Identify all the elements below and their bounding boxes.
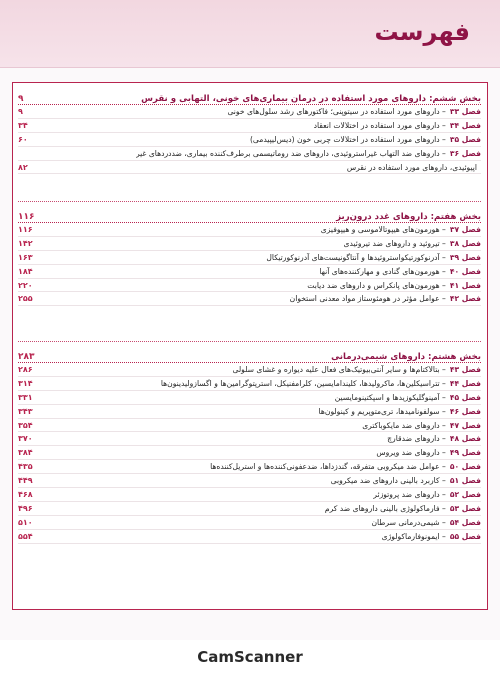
toc-row bbox=[18, 502, 481, 516]
chapter-number: فصل ۴۶ bbox=[449, 406, 481, 416]
chapter-number: فصل ۴۵ bbox=[449, 392, 481, 402]
chapter-title: – هورمون‌های هیپوتالاموسی و هیپوفیزی bbox=[320, 224, 446, 234]
chapter-title: – داروهای ضدقارچ bbox=[387, 434, 446, 444]
camscanner-watermark: CamScanner bbox=[197, 648, 303, 666]
section-page: ۹ bbox=[18, 94, 24, 104]
chapter-page: ۱۶۳ bbox=[18, 252, 33, 262]
toc-row bbox=[18, 292, 481, 306]
chapter-page: ۱۱۶ bbox=[18, 224, 33, 234]
section-heading bbox=[18, 89, 481, 105]
chapter-title: – آمینوگلیکوزیدها و اسپکتینومایسین bbox=[334, 392, 446, 402]
chapter-number: فصل ۴۲ bbox=[449, 294, 481, 304]
chapter-title: – داروهای ضد التهاب غیراستروئیدی، داروهای ضد روماتیسمی برطرف‌کننده بیماری، ضددردهای غیر bbox=[135, 148, 446, 158]
chapter-number: فصل ۵۳ bbox=[449, 503, 481, 513]
chapter-title: – داروهای مورد استفاده در اختلالات انعقاد bbox=[313, 120, 446, 130]
toc-row bbox=[18, 530, 481, 544]
chapter-title: اپیوئیدی، داروهای مورد استفاده در نقرس bbox=[346, 162, 477, 172]
chapter-number: فصل ۵۱ bbox=[449, 476, 481, 486]
chapter-number: فصل ۳۹ bbox=[449, 252, 481, 262]
chapter-page: ۳۴۳ bbox=[18, 406, 33, 416]
toc-row bbox=[18, 363, 481, 377]
chapter-title: – هورمون‌های گنادی و مهارکننده‌های آنها bbox=[319, 266, 446, 276]
toc-row bbox=[18, 105, 481, 119]
chapter-number: فصل ۳۴ bbox=[449, 120, 481, 130]
chapter-page: ۹ bbox=[18, 106, 23, 116]
toc-row bbox=[18, 147, 481, 161]
chapter-number: فصل ۵۴ bbox=[449, 517, 481, 527]
chapter-page: ۲۵۵ bbox=[18, 294, 33, 304]
chapter-number: فصل ۴۱ bbox=[449, 280, 481, 290]
chapter-number: فصل ۵۲ bbox=[449, 489, 481, 499]
chapter-number: فصل ۴۷ bbox=[449, 420, 481, 430]
toc-row bbox=[18, 265, 481, 279]
chapter-page: ۵۵۴ bbox=[18, 531, 33, 541]
chapter-number: فصل ۳۳ bbox=[449, 106, 481, 116]
toc-row bbox=[18, 488, 481, 502]
chapter-page: ۴۶۸ bbox=[18, 489, 33, 499]
chapter-title: – کاربرد بالینی داروهای ضد میکروبی bbox=[330, 476, 446, 486]
toc-frame bbox=[12, 82, 488, 610]
chapter-page: ۳۴ bbox=[18, 120, 28, 130]
chapter-page: ۵۱۰ bbox=[18, 517, 33, 527]
toc-row bbox=[18, 419, 481, 433]
toc-row bbox=[18, 446, 481, 460]
toc-section-7 bbox=[13, 207, 486, 306]
toc-row bbox=[18, 237, 481, 251]
toc-row bbox=[18, 391, 481, 405]
section-heading bbox=[18, 347, 481, 363]
section-title: بخش ششم: داروهای مورد استفاده در درمان بیماری‌های خونی، التهابی و نقرس bbox=[141, 94, 481, 104]
toc-section-6 bbox=[13, 89, 486, 174]
toc-section-8 bbox=[13, 347, 486, 544]
chapter-title: – شیمی‌درمانی سرطان bbox=[371, 517, 446, 527]
chapter-page: ۱۸۴ bbox=[18, 266, 33, 276]
chapter-number: فصل ۵۰ bbox=[449, 462, 481, 472]
section-title: بخش هفتم: داروهای غدد درون‌ریز bbox=[336, 212, 481, 222]
chapter-page: ۲۸۶ bbox=[18, 364, 33, 374]
chapter-number: فصل ۳۶ bbox=[449, 148, 481, 158]
toc-row bbox=[18, 251, 481, 265]
toc-row bbox=[18, 377, 481, 391]
section-divider bbox=[18, 341, 481, 342]
chapter-page: ۴۹۶ bbox=[18, 503, 33, 513]
section-heading bbox=[18, 207, 481, 223]
chapter-title: – فارماکولوژی بالینی داروهای ضد کرم bbox=[324, 503, 446, 513]
chapter-number: فصل ۳۸ bbox=[449, 238, 481, 248]
chapter-page: ۴۴۹ bbox=[18, 476, 33, 486]
section-divider bbox=[18, 201, 481, 202]
toc-row-continuation bbox=[18, 161, 481, 175]
toc-row bbox=[18, 119, 481, 133]
chapter-title: – عوامل مؤثر در هومئوستاز مواد معدنی استخوان bbox=[289, 294, 446, 304]
chapter-title: – داروهای مورد استفاده در اختلالات چربی خون (دیس‌لیپیدمی) bbox=[249, 134, 446, 144]
toc-row bbox=[18, 516, 481, 530]
chapter-title: – سولفونامیدها، تری‌متوپریم و کینولون‌ها bbox=[318, 406, 446, 416]
chapter-title: – تیروئید و داروهای ضد تیروئیدی bbox=[343, 238, 446, 248]
chapter-title: – بتالاکتام‌ها و سایر آنتی‌بیوتیک‌های فعال علیه دیواره و غشای سلولی bbox=[232, 364, 446, 374]
chapter-number: فصل ۴۹ bbox=[449, 448, 481, 458]
chapter-page: ۳۵۴ bbox=[18, 420, 33, 430]
section-title: بخش هشتم: داروهای شیمی‌درمانی bbox=[331, 352, 481, 362]
page-title: فهرست bbox=[374, 18, 470, 46]
chapter-title: – عوامل ضد میکروبی متفرقه، گندزداها، ضدعفونی‌کننده‌ها و استریل‌کننده‌ها bbox=[210, 462, 446, 472]
chapter-page: ۳۳۱ bbox=[18, 392, 33, 402]
chapter-page: ۶۰ bbox=[18, 134, 28, 144]
toc-row bbox=[18, 460, 481, 474]
chapter-title: – آدرنوکورتیکواستروئیدها و آنتاگونیست‌های آدرنوکورتیکال bbox=[266, 252, 446, 262]
chapter-page: ۱۴۲ bbox=[18, 238, 33, 248]
chapter-title: – داروهای ضد ویروس bbox=[376, 448, 446, 458]
chapter-page: ۳۱۴ bbox=[18, 378, 33, 388]
chapter-number: فصل ۵۵ bbox=[449, 531, 481, 541]
toc-row bbox=[18, 133, 481, 147]
chapter-title: – داروهای مورد استفاده در سیتوپنی؛ فاکتورهای رشد سلول‌های خونی bbox=[227, 106, 446, 116]
chapter-number: فصل ۳۷ bbox=[449, 224, 481, 234]
chapter-page: ۸۲ bbox=[18, 162, 28, 172]
chapter-number: فصل ۴۴ bbox=[449, 378, 481, 388]
toc-row bbox=[18, 405, 481, 419]
chapter-page: ۲۲۰ bbox=[18, 280, 33, 290]
chapter-number: فصل ۴۳ bbox=[449, 364, 481, 374]
page-header bbox=[0, 0, 500, 68]
chapter-number: فصل ۴۸ bbox=[449, 434, 481, 444]
chapter-title: – داروهای ضد مایکوباکتری bbox=[362, 420, 446, 430]
chapter-number: فصل ۳۵ bbox=[449, 134, 481, 144]
section-page: ۱۱۶ bbox=[18, 212, 35, 222]
chapter-page: ۴۳۵ bbox=[18, 462, 33, 472]
toc-row bbox=[18, 474, 481, 488]
section-page: ۲۸۳ bbox=[18, 352, 35, 362]
toc-row bbox=[18, 432, 481, 446]
chapter-title: – داروهای ضد پروتوزئر bbox=[373, 489, 446, 499]
chapter-page: ۳۸۴ bbox=[18, 448, 33, 458]
chapter-number: فصل ۴۰ bbox=[449, 266, 481, 276]
toc-row bbox=[18, 279, 481, 293]
chapter-page: ۳۷۰ bbox=[18, 434, 33, 444]
toc-row bbox=[18, 223, 481, 237]
chapter-title: – تتراسیکلین‌ها، ماکرولیدها، کلیندامایسین، کلرامفنیکل، استرپتوگرامین‌ها و اگسازولیدینون‌ها bbox=[160, 378, 446, 388]
chapter-title: – هورمون‌های پانکراس و داروهای ضد دیابت bbox=[307, 280, 446, 290]
chapter-title: – ایمونوفارماکولوژی bbox=[381, 531, 446, 541]
